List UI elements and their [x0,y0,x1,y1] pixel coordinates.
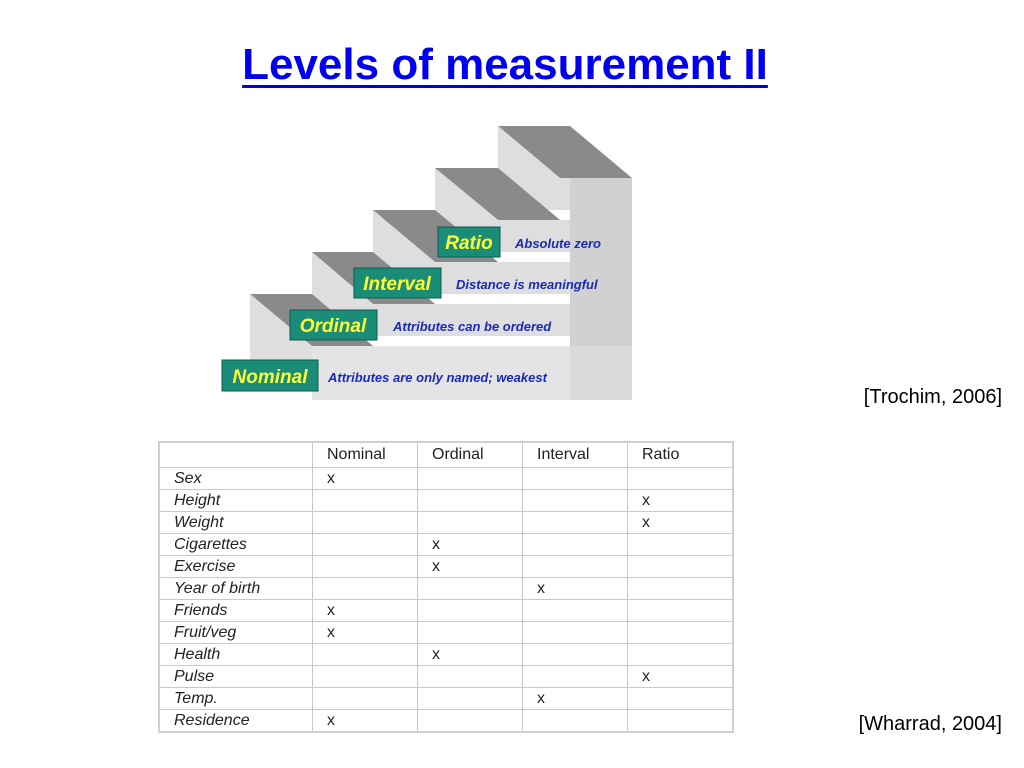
variable-cell: Sex [159,468,313,490]
mark-cell [313,556,418,578]
mark-cell [523,600,628,622]
header-ordinal: Ordinal [418,442,523,468]
mark-cell [628,622,734,644]
mark-cell [313,666,418,688]
mark-cell [628,556,734,578]
desc-ordinal: Attributes can be ordered [393,319,552,334]
mark-cell: x [628,490,734,512]
mark-cell: x [313,622,418,644]
mark-cell [418,666,523,688]
table-row [159,534,733,556]
mark-cell [418,512,523,534]
table-row [159,490,733,512]
mark-cell [523,534,628,556]
variable-cell: Cigarettes [159,534,313,556]
mark-cell [418,600,523,622]
mark-cell: x [418,534,523,556]
mark-cell [418,468,523,490]
mark-cell [313,512,418,534]
mark-cell: x [418,644,523,666]
variable-cell: Exercise [159,556,313,578]
table-row [159,644,733,666]
variable-cell: Friends [159,600,313,622]
table-row [159,710,733,733]
mark-cell: x [313,710,418,733]
mark-cell: x [523,688,628,710]
mark-cell: x [628,512,734,534]
variable-cell: Height [159,490,313,512]
header-interval: Interval [523,442,628,468]
mark-cell [523,622,628,644]
mark-cell [628,600,734,622]
stairs-diagram [200,120,640,405]
table-row [159,512,733,534]
mark-cell [628,688,734,710]
mark-cell [418,490,523,512]
desc-interval: Distance is meaningful [456,277,598,292]
badge-ordinal-label: Ordinal [299,316,367,337]
badge-interval-label: Interval [363,274,431,295]
mark-cell: x [313,600,418,622]
table-row [159,578,733,600]
variable-cell: Fruit/veg [159,622,313,644]
badge-ratio-label: Ratio [445,233,493,254]
mark-cell [313,644,418,666]
mark-cell [523,644,628,666]
header-nominal: Nominal [313,442,418,468]
variable-cell: Health [159,644,313,666]
mark-cell [523,512,628,534]
page-title: Levels of measurement II [242,40,768,89]
variable-cell: Pulse [159,666,313,688]
mark-cell [523,468,628,490]
citation-trochim: [Trochim, 2006] [863,386,1002,408]
mark-cell [628,644,734,666]
table-row [159,666,733,688]
mark-cell [418,688,523,710]
variable-cell: Weight [159,512,313,534]
mark-cell [313,490,418,512]
mark-cell [313,688,418,710]
table-row [159,556,733,578]
variable-cell: Temp. [159,688,313,710]
mark-cell [523,490,628,512]
mark-cell [418,710,523,733]
mark-cell [628,578,734,600]
measurement-table [158,441,734,733]
mark-cell [313,578,418,600]
header-variable [159,442,313,468]
variable-cell: Residence [159,710,313,733]
mark-cell: x [418,556,523,578]
mark-cell [418,622,523,644]
desc-nominal: Attributes are only named; weakest [328,370,547,385]
table-row [159,688,733,710]
table-row [159,468,733,490]
mark-cell [628,468,734,490]
header-ratio: Ratio [628,442,734,468]
mark-cell [523,666,628,688]
mark-cell: x [523,578,628,600]
desc-ratio: Absolute zero [515,236,601,251]
mark-cell [628,710,734,733]
mark-cell [418,578,523,600]
table-header-row [159,442,733,468]
variable-cell: Year of birth [159,578,313,600]
mark-cell: x [313,468,418,490]
citation-wharrad: [Wharrad, 2004] [858,713,1002,735]
mark-cell [628,534,734,556]
table-row [159,600,733,622]
badge-nominal-label: Nominal [232,367,308,388]
mark-cell: x [628,666,734,688]
table-row [159,622,733,644]
mark-cell [313,534,418,556]
mark-cell [523,710,628,733]
mark-cell [523,556,628,578]
